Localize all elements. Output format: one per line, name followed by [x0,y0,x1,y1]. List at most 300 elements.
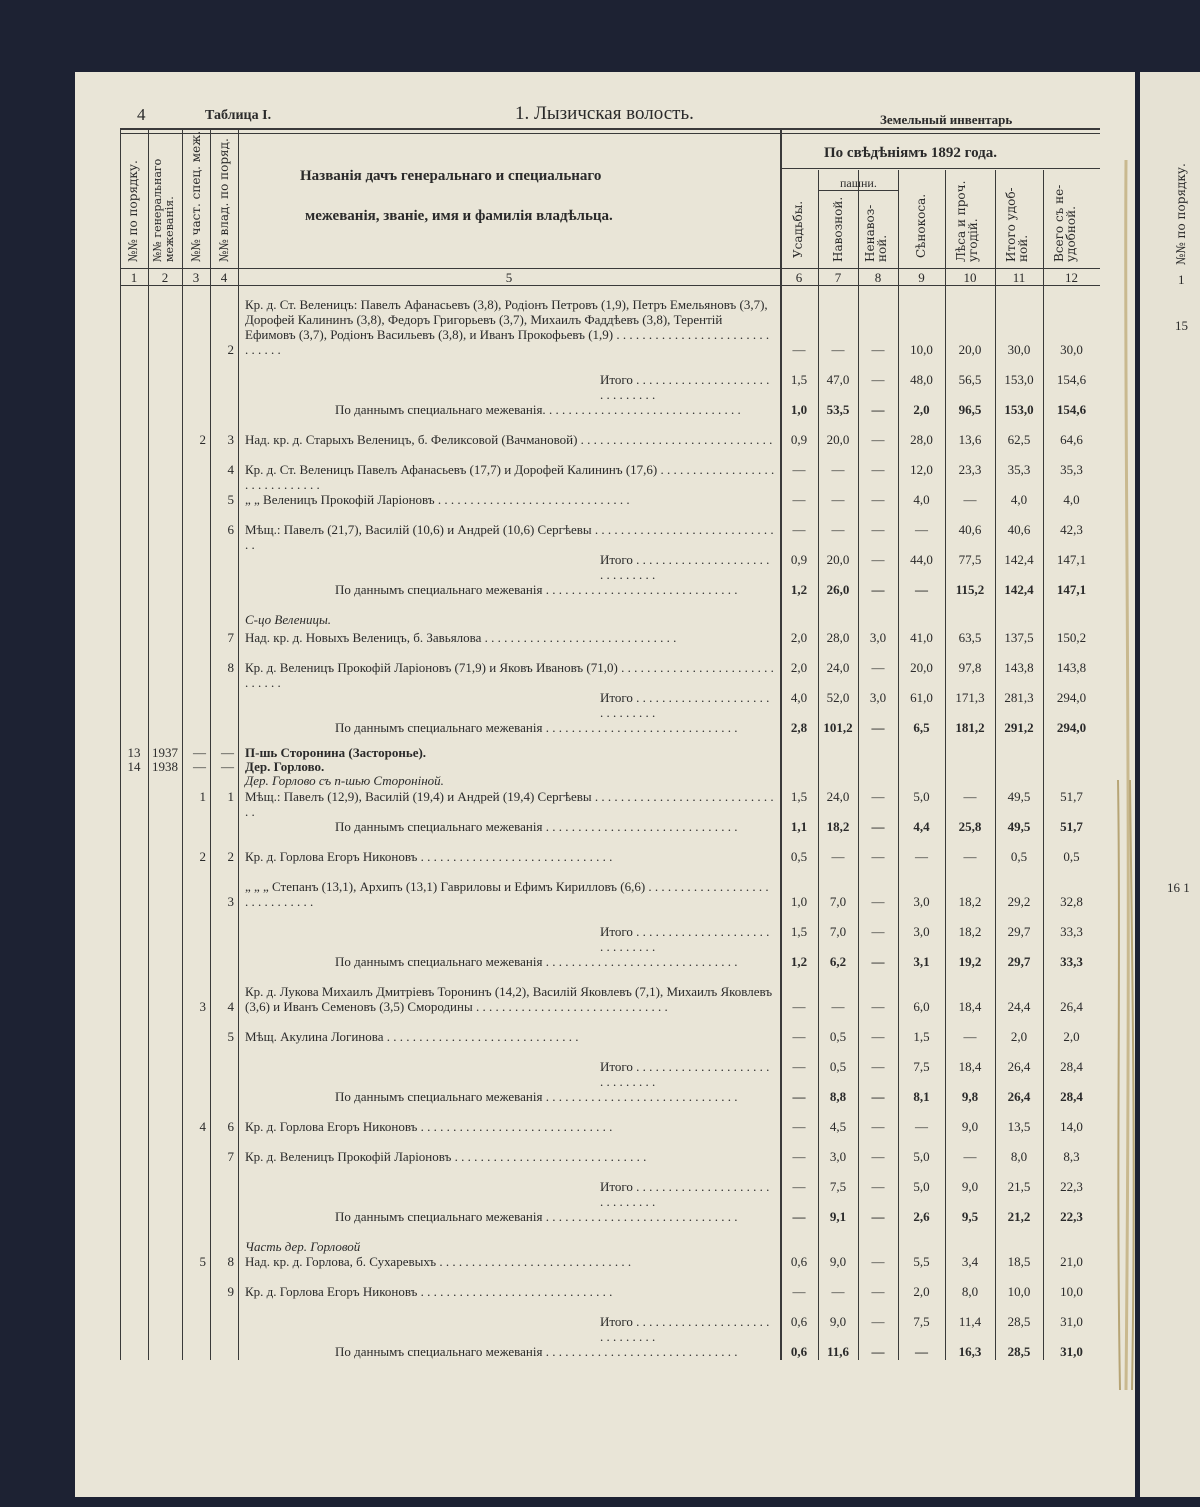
dot-leader: . . . . . . . . . . . . . . . . . . . . . . . . . . . . . . [577,432,773,447]
value-col-6: 1,2 [790,954,808,969]
column-number: 4 [220,270,228,285]
value-col-10: 18,4 [958,1059,982,1074]
dot-leader: . . . . . . . . . . . . . . . . . . . . . . . . . . . . . . [600,1179,770,1209]
value-col-11: 35,3 [1007,462,1031,477]
value-col-9: 3,0 [913,924,930,939]
value-col-12: 8,3 [1063,1149,1080,1164]
value-col-8: — [871,849,885,864]
value-col-6: — [792,462,806,477]
row-num-owner: 9 [227,1284,234,1299]
dot-leader: . . . . . . . . . . . . . . . . . . . . . . . . . . . . . . [472,999,668,1014]
row-num-owner: 7 [227,1149,234,1164]
col-header-10: Лѣса и проч. угодій. [954,180,980,262]
value-col-12: 22,3 [1060,1179,1083,1194]
table-label: Таблица I. [205,108,272,123]
row-num-owner: 2 [227,849,234,864]
row-num-part: 1 [199,789,206,804]
dot-leader: . . . . . . . . . . . . . . . . . . . . . . . . . . . . . . [245,660,774,690]
value-col-6: — [792,1149,806,1164]
value-col-10: 97,8 [958,660,982,675]
value-col-6: — [792,1119,806,1134]
value-col-11: 2,0 [1010,1029,1028,1044]
value-col-7: 24,0 [826,789,850,804]
value-col-11: 281,3 [1004,690,1034,705]
value-col-7: 3,0 [829,1149,847,1164]
row-num-owner: 7 [227,630,234,645]
row-num-general: 1938 [152,759,178,774]
value-col-7: — [831,462,845,477]
right-page-number-1: 15 [1175,318,1188,333]
value-col-6: — [792,492,806,507]
dot-leader: . . . . . . . . . . . . . . . . . . . . . . . . . . . . . . [542,1089,738,1104]
value-col-6: — [792,999,806,1014]
value-col-6: — [792,1089,806,1104]
value-col-11: 0,5 [1010,849,1028,864]
value-col-10: 18,2 [958,894,982,909]
dot-leader: . . . . . . . . . . . . . . . . . . . . . . . . . . . . . . [481,630,677,645]
value-col-8: — [871,894,885,909]
value-col-11: 24,4 [1007,999,1031,1014]
value-col-10: 18,4 [958,999,982,1014]
value-col-8: — [871,582,885,597]
column-number: 8 [874,270,882,285]
value-col-8: — [871,402,885,417]
owner-name: Кр. д. Ст. Веленицъ: Павелъ Афанасьевъ (3,8), Родіонъ Петровъ (1,9), Петръ Емельяновъ (3,7), Дорофей Калининъ (3,8), Федоръ Григорьевъ (3,7), Михаилъ Фаддѣевъ (3,8), Терентій Ефимовъ (3,7), Родіонъ Васильевъ (3,8), и Иванъ Прокофьевъ (1,9) . . . . . . . . . . . . . . . . . . . . . . . . . . . . . . [245,297,770,357]
value-col-12: 4,0 [1063,492,1080,507]
value-col-8: — [871,1209,885,1224]
value-col-12: 154,6 [1056,372,1087,387]
value-col-7: 9,0 [829,1314,847,1329]
dot-leader: . . . . . . . . . . . . . . . . . . . . . . . . . . . . . . [434,492,630,507]
dot-leader: . . . . . . . . . . . . . . . . . . . . . . . . . . . . . . [417,1284,613,1299]
value-col-12: 147,1 [1056,582,1087,597]
value-col-9: — [915,1344,928,1359]
row-num-order: 13 [127,745,141,760]
row-num-order: 14 [127,759,141,774]
value-col-6: 1,0 [790,402,808,417]
value-col-9: 28,0 [910,432,933,447]
value-col-8: 3,0 [869,630,887,645]
dot-leader: . . . . . . . . . . . . . . . . . . . . . . . . . . . . . . [417,1119,613,1134]
value-col-8: — [871,1089,885,1104]
value-col-9: 7,5 [913,1314,930,1329]
value-col-12: 51,7 [1060,819,1083,834]
right-page-colnum: 1 [1178,272,1185,287]
special-survey-label: По даннымъ специальнаго межеванія . . . . . . . . . . . . . . . . . . . . . . . . . . . . . . [335,720,738,735]
value-col-12: 10,0 [1060,1284,1083,1299]
value-col-9: 3,0 [913,894,930,909]
pashni-header: пашни. [840,176,877,190]
owner-name: Мѣщ. Акулина Логинова . . . . . . . . . . . . . . . . . . . . . . . . . . . . . . [245,1029,579,1044]
col-header-8: Ненавоз-ной. [863,204,889,262]
value-col-10: 115,2 [955,582,985,597]
value-col-12: 294,0 [1056,720,1087,735]
value-col-7: — [831,522,845,537]
value-col-7: — [831,342,845,357]
value-col-8: — [871,1179,885,1194]
row-num-owner: 3 [227,894,234,909]
col-header-9: Сѣнокоса. [914,193,928,258]
value-col-12: 22,3 [1060,1209,1083,1224]
col-header-5-line2: межеванія, званіе, имя и фамилія владѣльца. [305,208,613,224]
value-col-11: 18,5 [1007,1254,1031,1269]
subtotal-label: Итого . . . . . . . . . . . . . . . . . . . . . . . . . . . . . . [600,1179,770,1209]
value-col-10: — [963,849,977,864]
value-col-8: — [871,552,885,567]
value-col-12: 28,4 [1060,1059,1083,1074]
subtotal-label: Итого . . . . . . . . . . . . . . . . . . . . . . . . . . . . . . [600,690,770,720]
dot-leader: . . . . . . . . . . . . . . . . . . . . . . . . . . . . . . [600,1059,770,1089]
value-col-7: 26,0 [826,582,850,597]
value-col-12: 154,6 [1056,402,1087,417]
value-col-12: 31,0 [1060,1344,1083,1359]
col-header-1: №№ по порядку. [126,160,140,262]
col-header-3: №№ част. спец. меж. [189,130,203,262]
owner-name: Мѣщ.: Павелъ (21,7), Василій (10,6) и Андрей (10,6) Сергѣевы . . . . . . . . . . . . . . . . . . . . . . . . . . . . . . [245,522,774,552]
value-col-10: 77,5 [958,552,982,567]
value-col-8: — [871,1059,885,1074]
value-col-12: 33,3 [1060,954,1083,969]
value-col-11: 26,4 [1007,1089,1031,1104]
value-col-10: 171,3 [955,690,985,705]
row-num-owner: — [221,745,234,760]
value-col-9: — [915,582,928,597]
value-col-6: — [792,1029,806,1044]
value-col-9: 5,5 [913,1254,930,1269]
col-header-12: Всего съ не-удобной. [1052,184,1078,262]
dot-leader: . . . . . . . . . . . . . . . . . . . . . . . . . . . . . . [245,522,774,552]
value-col-6: — [792,522,806,537]
dot-leader: . . . . . . . . . . . . . . . . . . . . . . . . . . . . . . [542,582,738,597]
value-col-6: 0,6 [790,1314,808,1329]
value-col-9: 3,1 [913,954,930,969]
owner-name: Кр. д. Веленицъ Прокофій Ларіоновъ . . . . . . . . . . . . . . . . . . . . . . . . . . . . . . [245,1149,647,1164]
value-col-8: 3,0 [869,690,887,705]
value-col-9: 12,0 [910,462,933,477]
value-col-10: 9,5 [961,1209,979,1224]
value-col-11: 29,2 [1007,894,1031,909]
value-col-12: 64,6 [1060,432,1083,447]
value-col-12: 147,1 [1056,552,1087,567]
value-col-10: — [963,789,977,804]
value-col-6: 1,5 [790,924,808,939]
owner-name: Дер. Горлово. [245,759,325,774]
dot-leader: . . . . . . . . . . . . . . . . . . . . . . . . . . . . . . [600,690,770,720]
value-col-10: 96,5 [958,402,982,417]
value-col-7: 18,2 [826,819,850,834]
value-col-10: 23,3 [958,462,982,477]
dot-leader: . . . . . . . . . . . . . . . . . . . . . . . . . . . . . . [542,1209,738,1224]
value-col-9: 41,0 [910,630,933,645]
subtotal-label: Итого . . . . . . . . . . . . . . . . . . . . . . . . . . . . . . [600,552,770,582]
value-col-11: 153,0 [1004,372,1034,387]
dot-leader: . . . . . . . . . . . . . . . . . . . . . . . . . . . . . . [542,819,738,834]
value-col-11: 26,4 [1007,1059,1031,1074]
owner-name: Кр. д. Веленицъ Прокофій Ларіоновъ (71,9) и Яковъ Ивановъ (71,0) . . . . . . . . . . . . . . . . . . . . . . . . . . . . . . [245,660,774,690]
value-col-11: 29,7 [1007,924,1031,939]
value-col-9: 2,6 [913,1209,930,1224]
row-num-part: 2 [199,432,206,447]
value-col-10: 13,6 [958,432,982,447]
value-col-8: — [871,819,885,834]
value-col-7: 20,0 [826,552,850,567]
owner-name: Кр. д. Горлова Егоръ Никоновъ . . . . . . . . . . . . . . . . . . . . . . . . . . . . . . [245,1119,613,1134]
col-header-5-line1: Названія дачъ генеральнаго и специальнаго [300,168,602,184]
page-subtitle: Земельный инвентарь [880,112,1013,127]
value-col-8: — [871,342,885,357]
special-survey-label: По даннымъ специальнаго межеванія . . . . . . . . . . . . . . . . . . . . . . . . . . . . . . [335,582,738,597]
value-col-8: — [871,1149,885,1164]
dot-leader: . . . . . . . . . . . . . . . . . . . . . . . . . . . . . . [542,1344,738,1359]
row-num-owner: 8 [227,1254,234,1269]
value-col-9: 44,0 [910,552,933,567]
value-col-10: — [963,1149,977,1164]
owner-name: Кр. д. Горлова Егоръ Никоновъ . . . . . . . . . . . . . . . . . . . . . . . . . . . . . . [245,1284,613,1299]
value-col-12: 32,8 [1060,894,1083,909]
value-col-6: — [792,1209,806,1224]
value-col-10: 11,4 [958,1314,982,1329]
value-col-10: 9,8 [961,1089,979,1104]
dot-leader: . . . . . . . . . . . . . . . . . . . . . . . . . . . . . . [245,789,774,819]
row-num-owner: 8 [227,660,234,675]
value-col-6: — [792,342,806,357]
value-col-11: 143,8 [1004,660,1034,675]
subtotal-label: Итого . . . . . . . . . . . . . . . . . . . . . . . . . . . . . . [600,1314,770,1344]
value-col-7: 11,6 [826,1344,850,1359]
value-col-6: 1,0 [790,894,808,909]
value-col-9: 5,0 [913,789,930,804]
value-col-9: — [915,849,928,864]
value-col-10: 16,3 [958,1344,982,1359]
value-col-6: 2,0 [790,660,808,675]
column-number: 1 [130,270,138,285]
value-col-12: 0,5 [1063,849,1080,864]
owner-name: Дер. Горлово съ п-шью Стороніной. [245,773,444,788]
dot-leader: . . . . . . . . . . . . . . . . . . . . . . . . . . . . . . [600,1314,770,1344]
dot-leader: . . . . . . . . . . . . . . . . . . . . . . . . . . . . . . [600,552,770,582]
value-col-6: — [792,1179,806,1194]
value-col-7: 6,2 [829,954,847,969]
value-col-6: 0,5 [790,849,808,864]
value-col-7: 53,5 [826,402,850,417]
value-col-9: 1,5 [913,1029,930,1044]
value-col-8: — [871,1254,885,1269]
owner-name: Кр. д. Ст. Веленицъ Павелъ Афанасьевъ (17,7) и Дорофей Калининъ (17,6) . . . . . . . . . . . . . . . . . . . . . . . . . . . . . . [245,462,775,492]
dot-leader: . . . . . . . . . . . . . . . . . . . . . . . . . . . . . . [542,954,738,969]
right-page-header: №№ по порядку. [1174,163,1188,265]
value-col-8: — [871,954,885,969]
dot-leader: . . . . . . . . . . . . . . . . . . . . . . . . . . . . . . [600,372,770,402]
subtotal-label: Итого . . . . . . . . . . . . . . . . . . . . . . . . . . . . . . [600,372,770,402]
owner-name: Над. кр. д. Старыхъ Веленицъ, б. Феликсовой (Вачмановой) . . . . . . . . . . . . . . . . . . . . . . . . . . . . . . [245,432,773,447]
column-number: 2 [161,270,169,285]
value-col-7: 0,5 [829,1059,847,1074]
row-num-owner: — [221,759,234,774]
special-survey-label: По даннымъ специальнаго межеванія . . . . . . . . . . . . . . . . . . . . . . . . . . . . . . [335,1089,738,1104]
value-col-10: 56,5 [958,372,982,387]
owner-name: „ „ Веленицъ Прокофій Ларіоновъ . . . . . . . . . . . . . . . . . . . . . . . . . . . . . . [245,492,630,507]
binding-thread [1096,160,1156,1390]
col-header-6: Усадьбы. [791,200,805,258]
page-number: 4 [137,105,146,124]
value-col-8: — [871,1314,885,1329]
row-num-owner: 6 [227,1119,234,1134]
value-col-11: 137,5 [1004,630,1034,645]
dot-leader: . . . . . . . . . . . . . . . . . . . . . . . . . . . . . . [600,924,770,954]
owner-name: Часть дер. Горловой [245,1239,361,1254]
value-col-7: 52,0 [826,690,850,705]
owner-name: Мѣщ.: Павелъ (12,9), Василій (19,4) и Андрей (19,4) Сергѣевы . . . . . . . . . . . . . . . . . . . . . . . . . . . . . . [245,789,774,819]
column-number: 7 [834,270,842,285]
value-col-7: — [831,999,845,1014]
value-col-11: 21,5 [1007,1179,1031,1194]
value-col-12: 2,0 [1063,1029,1080,1044]
owner-name: П-шь Сторонина (Застороньe). [245,745,427,760]
value-col-10: 181,2 [955,720,985,735]
value-col-6: 0,6 [790,1254,808,1269]
owner-name: Над. кр. д. Горлова, б. Сухаревыхъ . . . . . . . . . . . . . . . . . . . . . . . . . . . . . . [245,1254,632,1269]
value-col-11: 49,5 [1007,789,1031,804]
value-col-7: 47,0 [826,372,850,387]
column-number: 9 [918,270,925,285]
value-col-9: 48,0 [910,372,933,387]
value-col-11: 29,7 [1007,954,1031,969]
value-col-7: 28,0 [826,630,850,645]
column-number: 5 [505,270,513,285]
special-survey-label: По даннымъ специальнаго межеванія . . . . . . . . . . . . . . . . . . . . . . . . . . . . . . [335,1209,738,1224]
dot-leader: . . . . . . . . . . . . . . . . . . . . . . . . . . . . . . [542,720,738,735]
value-col-8: — [871,1344,885,1359]
value-col-10: 18,2 [958,924,982,939]
special-survey-label: По даннымъ специальнаго межеванія. . . . . . . . . . . . . . . . . . . . . . . . . . . . . . . [335,402,741,417]
dot-leader: . . . . . . . . . . . . . . . . . . . . . . . . . . . . . . [245,879,769,909]
owner-name: Над. кр. д. Новыхъ Веленицъ, б. Завьялова . . . . . . . . . . . . . . . . . . . . . . . . . . . . . . [245,630,677,645]
value-col-8: — [871,999,885,1014]
col-group-header: По свѣдѣніямъ 1892 года. [824,145,997,161]
value-col-8: — [871,660,885,675]
value-col-9: 4,0 [913,492,930,507]
value-col-11: 28,5 [1007,1314,1031,1329]
value-col-12: 21,0 [1060,1254,1083,1269]
row-num-owner: 6 [227,522,234,537]
dot-leader: . . . . . . . . . . . . . . . . . . . . . . . . . . . . . . [245,327,770,357]
value-col-6: 0,6 [790,1344,808,1359]
col-header-7: Навозной. [831,196,845,262]
row-num-owner: 3 [227,432,234,447]
value-col-9: 20,0 [910,660,933,675]
column-number: 3 [192,270,200,285]
table-top-rule [120,128,1100,130]
value-col-8: — [871,720,885,735]
value-col-7: 7,0 [829,894,847,909]
value-col-8: — [871,1284,885,1299]
column-number: 6 [795,270,803,285]
value-col-9: 5,0 [913,1179,930,1194]
value-col-8: — [871,789,885,804]
value-col-9: 61,0 [910,690,933,705]
value-col-6: — [792,1284,806,1299]
special-survey-label: По даннымъ специальнаго межеванія . . . . . . . . . . . . . . . . . . . . . . . . . . . . . . [335,819,738,834]
value-col-11: 62,5 [1007,432,1031,447]
value-col-12: 150,2 [1056,630,1087,645]
value-col-11: 291,2 [1004,720,1034,735]
value-col-10: 9,0 [961,1179,979,1194]
col-header-11: Итого удоб-ной. [1004,187,1030,262]
col-header-4: №№ влад. по поряд. [217,138,231,262]
value-col-10: 40,6 [958,522,982,537]
value-col-7: 7,0 [829,924,847,939]
value-col-11: 153,0 [1004,402,1034,417]
value-col-10: 63,5 [958,630,982,645]
value-col-11: 49,5 [1007,819,1031,834]
right-page-number-2: 16 1 [1167,880,1190,895]
column-number: 10 [963,270,977,285]
dot-leader: . . . . . . . . . . . . . . . . . . . . . . . . . . . . . . [417,849,613,864]
value-col-11: 142,4 [1004,582,1034,597]
value-col-7: — [831,492,845,507]
subtotal-label: Итого . . . . . . . . . . . . . . . . . . . . . . . . . . . . . . [600,1059,770,1089]
value-col-11: 13,5 [1007,1119,1031,1134]
value-col-8: — [871,1029,885,1044]
value-col-12: 28,4 [1060,1089,1083,1104]
value-col-7: 20,0 [826,432,850,447]
row-num-part: — [193,745,206,760]
value-col-12: 14,0 [1060,1119,1083,1134]
value-col-11: 10,0 [1007,1284,1031,1299]
value-col-8: — [871,372,885,387]
value-col-9: — [915,1119,928,1134]
value-col-12: 143,8 [1056,660,1087,675]
value-col-10: 8,0 [961,1284,979,1299]
row-num-part: 2 [199,849,206,864]
row-num-part: 5 [199,1254,206,1269]
value-col-8: — [871,924,885,939]
value-col-12: 35,3 [1060,462,1083,477]
value-col-7: 4,5 [829,1119,847,1134]
column-number: 11 [1012,270,1026,285]
value-col-9: 10,0 [910,342,933,357]
value-col-9: 7,5 [913,1059,930,1074]
value-col-7: 9,1 [829,1209,847,1224]
value-col-10: 3,4 [961,1254,979,1269]
value-col-7: — [831,1284,845,1299]
value-col-12: 51,7 [1060,789,1083,804]
value-col-11: 40,6 [1007,522,1031,537]
owner-name: „ „ „ Степанъ (13,1), Архипъ (13,1) Гавриловы и Ефимъ Кирилловъ (6,6) . . . . . . . . . . . . . . . . . . . . . . . . . . . . . . [245,879,769,909]
dot-leader: . . . . . . . . . . . . . . . . . . . . . . . . . . . . . . [245,462,775,492]
value-col-9: 6,0 [913,999,930,1014]
row-num-part: — [193,759,206,774]
special-survey-label: По даннымъ специальнаго межеванія . . . . . . . . . . . . . . . . . . . . . . . . . . . . . . [335,954,738,969]
row-num-owner: 4 [227,462,234,477]
dot-leader: . . . . . . . . . . . . . . . . . . . . . . . . . . . . . . [545,402,741,417]
value-col-10: — [963,1029,977,1044]
value-col-10: 19,2 [958,954,982,969]
value-col-6: 1,5 [790,372,808,387]
value-col-6: 0,9 [790,432,808,447]
value-col-10: 20,0 [958,342,982,357]
value-col-12: 30,0 [1060,342,1083,357]
dot-leader: . . . . . . . . . . . . . . . . . . . . . . . . . . . . . . [451,1149,647,1164]
row-num-owner: 2 [227,342,234,357]
value-col-9: 8,1 [913,1089,930,1104]
value-col-8: — [871,492,885,507]
value-col-6: 1,2 [790,582,808,597]
dot-leader: . . . . . . . . . . . . . . . . . . . . . . . . . . . . . . [383,1029,579,1044]
value-col-7: 7,5 [829,1179,847,1194]
value-col-11: 21,2 [1007,1209,1031,1224]
value-col-12: 294,0 [1056,690,1087,705]
